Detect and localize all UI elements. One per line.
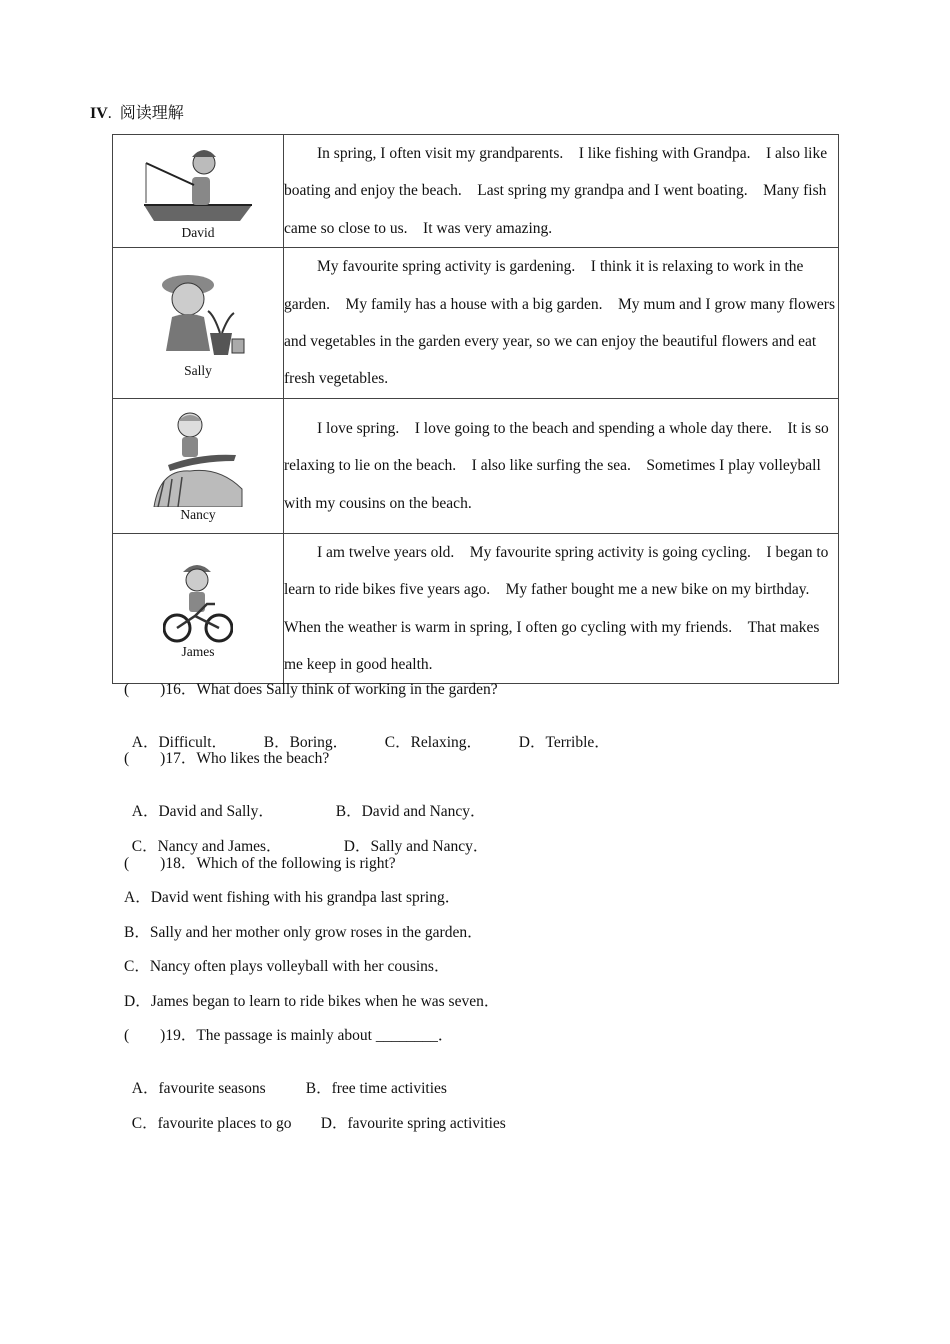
section-number: IV (90, 105, 108, 122)
passage-nancy: I love spring. I love going to the beach and spending a whole day there. It is so relaxing to lie on the beach. I also like surfing the sea. Sometimes I play volleyball with my cousins on the beach. (284, 419, 829, 512)
option-19-d[interactable]: D．favourite spring activities (320, 1115, 506, 1132)
option-18-d[interactable]: D．James began to learn to ride bikes when he was seven． (124, 993, 500, 1010)
question-19: ( )19．The passage is mainly about ________． (124, 1027, 454, 1044)
options-19-row1 (124, 1058, 447, 1098)
reading-table (112, 134, 839, 684)
person-name-james: James (181, 643, 215, 659)
option-17-d[interactable]: D．Sally and Nancy． (343, 838, 489, 855)
question-17: ( )17．Who likes the beach? (124, 750, 330, 767)
question-18: ( )18．Which of the following is right? (124, 855, 396, 872)
option-16-a[interactable]: A．Difficult． (131, 734, 228, 751)
section-heading: IV. 阅读理解 (90, 105, 184, 122)
option-17-a[interactable]: A．David and Sally． (131, 803, 274, 820)
person-name-nancy: Nancy (180, 506, 216, 522)
table-row-nancy (113, 398, 839, 533)
girl-surfing-icon (150, 409, 246, 507)
table-row-sally (113, 248, 839, 399)
boy-fishing-in-boat-icon (140, 141, 256, 225)
option-18-a[interactable]: A．David went fishing with his grandpa last spring． (124, 889, 461, 906)
option-17-c[interactable]: C．Nancy and James． (131, 838, 282, 855)
option-16-c[interactable]: C．Relaxing． (384, 734, 483, 751)
table-row-james (113, 533, 839, 684)
table-row-david (113, 135, 839, 248)
passage-sally: My favourite spring activity is gardening. I think it is relaxing to work in the garden. My family has a house with a big garden. My mum and I grow many flowers and vegetables in the garden every year, so we can enjoy the beautiful flowers and eat fresh vegetables. (284, 258, 835, 388)
option-16-d[interactable]: D．Terrible． (518, 734, 610, 751)
options-17-row2 (124, 816, 488, 856)
girl-gardening-icon (148, 267, 248, 363)
question-16: ( )16．What does Sally think of working in the garden? (124, 681, 498, 698)
passage-david: In spring, I often visit my grandparents. I like fishing with Grandpa. I also like boating and enjoy the beach. Last spring my grandpa and I went boating. Many fish came so close to us. It was very amazing. (284, 145, 828, 237)
person-name-david: David (181, 225, 215, 241)
person-name-sally: Sally (184, 363, 212, 379)
options-17-row1 (124, 781, 486, 821)
option-18-c[interactable]: C．Nancy often plays volleyball with her cousins． (124, 958, 450, 975)
passage-james: I am twelve years old. My favourite spring activity is going cycling. I began to learn to ride bikes five years ago. My father bought me a new bike on my birthday. When the weather is warm in spring, I often go cycling with my friends. That makes me keep in good health. (284, 543, 829, 674)
option-19-a[interactable]: A．favourite seasons (131, 1080, 266, 1097)
option-19-b[interactable]: B．free time activities (305, 1080, 447, 1097)
option-16-b[interactable]: B．Boring． (263, 734, 349, 751)
option-19-c[interactable]: C．favourite places to go (131, 1115, 292, 1132)
option-17-b[interactable]: B．David and Nancy． (335, 803, 486, 820)
options-19-row2 (124, 1093, 506, 1133)
boy-cycling-icon (163, 558, 233, 644)
section-title: 阅读理解 (119, 105, 184, 122)
option-18-b[interactable]: B．Sally and her mother only grow roses in the garden． (124, 924, 483, 941)
